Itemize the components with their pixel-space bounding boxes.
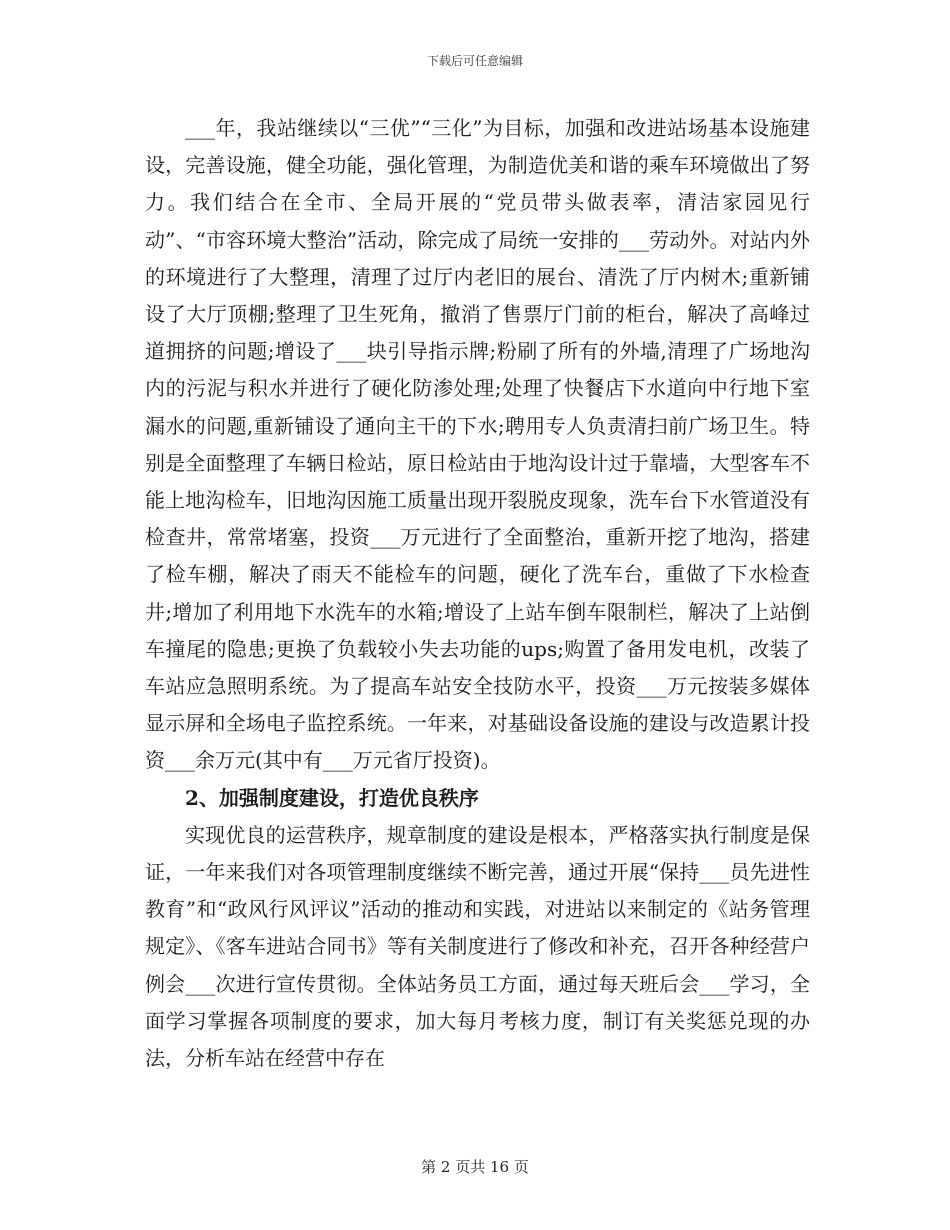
document-body (145, 110, 810, 1077)
page-header: 下载后可任意编辑 (426, 54, 523, 68)
body-paragraph-2: 实现优良的运营秩序，规章制度的建设是根本，严格落实执行制度是保证，一年来我们对各项管理制度继续不断完善，通过开展“保持___员先进性教育”和“政风行风评议”活动的推动和实践，对进站以来制定的《站务管理规定》、《客车进站合同书》等有关制度进行了修改和补充，召开各种经营户例会___次进行宣传贯彻。全体站务员工方面，通过每天班后会___学习，全面学习掌握各项制度的要求，加大每月考核力度，制订有关奖惩兑现的办法，分析车站在经营中存在 (145, 822, 810, 1071)
body-paragraph-1: ___年，我站继续以“三优”“三化”为目标，加强和改进站场基本设施建设，完善设施，健全功能，强化管理，为制造优美和谐的乘车环境做出了努力。我们结合在全市、全局开展的“党员带头做表率，清洁家园见行动”、“市容环境大整治”活动，除完成了局统一安排的___劳动外。对站内外的环境进行了大整理，清理了过厅内老旧的展台、清洗了厅内树木;重新铺设了大厅顶棚;整理了卫生死角，撤消了售票厅门前的柜台，解决了高峰过道拥挤的问题;增设了___块引导指示牌;粉刷了所有的外墙,清理了广场地沟内的污泥与积水并进行了硬化防渗处理;处理了快餐店下水道向中行地下室漏水的问题,重新铺设了通向主干的下水;聘用专人负责清扫前广场卫生。特别是全面整理了车辆日检站，原日检站由于地沟设计过于靠墙，大型客车不能上地沟检车，旧地沟因施工质量出现开裂脱皮现象，洗车台下水管道没有检查井，常常堵塞，投资___万元进行了全面整治，重新开挖了地沟，搭建了检车棚，解决了雨天不能检车的问题，硬化了洗车台，重做了下水检查井;增加了利用地下水洗车的水箱;增设了上站车倒车限制栏，解决了上站倒车撞尾的隐患;更换了负载较小失去功能的ups;购置了备用发电机，改装了车站应急照明系统。为了提高车站安全技防水平，投资___万元按装多媒体显示屏和全场电子监控系统。一年来，对基础设备设施的建设与改造累计投资___余万元(其中有___万元省厅投资)。 (145, 116, 810, 773)
section-heading-2: 2、加强制度建设，打造优良秩序 (185, 785, 479, 810)
page-number-footer: 第 2 页共 16 页 (421, 1158, 529, 1176)
